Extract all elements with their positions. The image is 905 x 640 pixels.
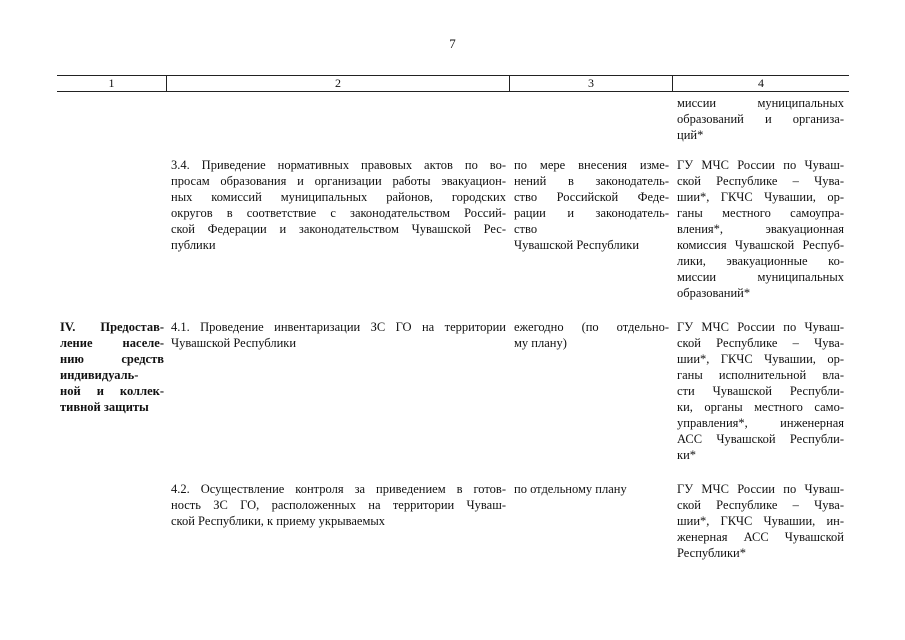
row-4-2-responsible — [677, 481, 844, 561]
text-line: ство Российской Феде- — [514, 190, 669, 204]
text-line: ганы местного самоупра- — [677, 206, 844, 220]
text-line: нию средств — [60, 352, 164, 366]
text-line: 3.4. Приведение нормативных правовых актов по во- — [171, 158, 506, 172]
text-line: АСС Чувашской Республи- — [677, 432, 844, 446]
text-line: ной и коллек- — [60, 384, 164, 398]
text-line: миссии муниципальных — [677, 270, 844, 284]
continued-responsible-cell — [677, 95, 844, 143]
text-line: ской Республике – Чува- — [677, 498, 844, 512]
text-line: тивной защиты — [60, 400, 149, 414]
text-line: рации и законодатель- — [514, 206, 669, 220]
text-line: комиссия Чувашской Респуб- — [677, 238, 844, 252]
text-line: миссии муниципальных — [677, 96, 844, 110]
text-line: ность ЗС ГО, расположенных на территории Чуваш- — [171, 498, 506, 512]
text-line: публики — [171, 238, 216, 252]
text-line: Чувашской Республики — [171, 336, 297, 350]
text-line: нений в законодатель- — [514, 174, 669, 188]
text-line: управления*, инженерная — [677, 416, 844, 430]
text-line: шии*, ГКЧС Чувашии, ор- — [677, 352, 844, 366]
text-line: ской Федерации и законодательством Чувашской Рес- — [171, 222, 506, 236]
row-3-4-responsible — [677, 157, 844, 301]
text-line: просам образования и организации работы эвакуацион- — [171, 174, 506, 188]
text-line: образований и организа- — [677, 112, 844, 126]
text-line: ской Республике – Чува- — [677, 174, 844, 188]
header-col-3: 3 — [588, 76, 594, 90]
text-line: ганы исполнительной вла- — [677, 368, 844, 382]
text-line: шии*, ГКЧС Чувашии, ин- — [677, 514, 844, 528]
row-4-1-measure — [171, 319, 506, 351]
text-line: ской Республике – Чува- — [677, 336, 844, 350]
row-4-2-measure — [171, 481, 506, 529]
text-line: ство — [514, 222, 538, 236]
text-line: 4.1. Проведение инвентаризации ЗС ГО на территории — [171, 320, 506, 334]
header-col-2: 2 — [335, 76, 341, 90]
text-line: округов в соответствие с законодательством Россий- — [171, 206, 506, 220]
text-line: женерная АСС Чувашской — [677, 530, 844, 544]
row-3-4-deadline — [514, 157, 669, 253]
table-header-rule — [57, 91, 849, 92]
text-line: ки* — [677, 448, 697, 462]
text-line: лики, эвакуационные ко- — [677, 254, 844, 268]
text-line: ГУ МЧС России по Чуваш- — [677, 158, 844, 172]
row-4-1-responsible — [677, 319, 844, 463]
page-number: 7 — [449, 36, 456, 51]
text-line: ций* — [677, 128, 704, 142]
text-line: ежегодно (по отдельно- — [514, 320, 669, 334]
text-line: Республики* — [677, 546, 746, 560]
text-line: шии*, ГКЧС Чувашии, ор- — [677, 190, 844, 204]
text-line: ГУ МЧС России по Чуваш- — [677, 320, 844, 334]
text-line: Чувашской Республики — [514, 238, 640, 252]
section-4-title — [60, 319, 164, 415]
row-4-2-deadline — [514, 481, 669, 497]
text-line: ской Республики, к приему укрываемых — [171, 514, 386, 528]
text-line: IV. Предостав- — [60, 320, 164, 334]
text-line: по отдельному плану — [514, 482, 627, 496]
text-line: ГУ МЧС России по Чуваш- — [677, 482, 844, 496]
text-line: образований* — [677, 286, 751, 300]
text-line: 4.2. Осуществление контроля за приведением в готов- — [171, 482, 506, 496]
header-col-4: 4 — [758, 76, 764, 90]
text-line: ки, органы местного само- — [677, 400, 844, 414]
text-line: вления*, эвакуационная — [677, 222, 844, 236]
text-line: ление населе- — [60, 336, 164, 350]
text-line: ных комиссий муниципальных районов, городских — [171, 190, 506, 204]
row-4-1-deadline — [514, 319, 669, 351]
row-3-4-measure — [171, 157, 506, 253]
text-line: сти Чувашской Республи- — [677, 384, 844, 398]
text-line: му плану) — [514, 336, 567, 350]
text-line: по мере внесения изме- — [514, 158, 669, 172]
text-line: индивидуаль- — [60, 368, 139, 382]
header-col-1: 1 — [108, 76, 115, 90]
